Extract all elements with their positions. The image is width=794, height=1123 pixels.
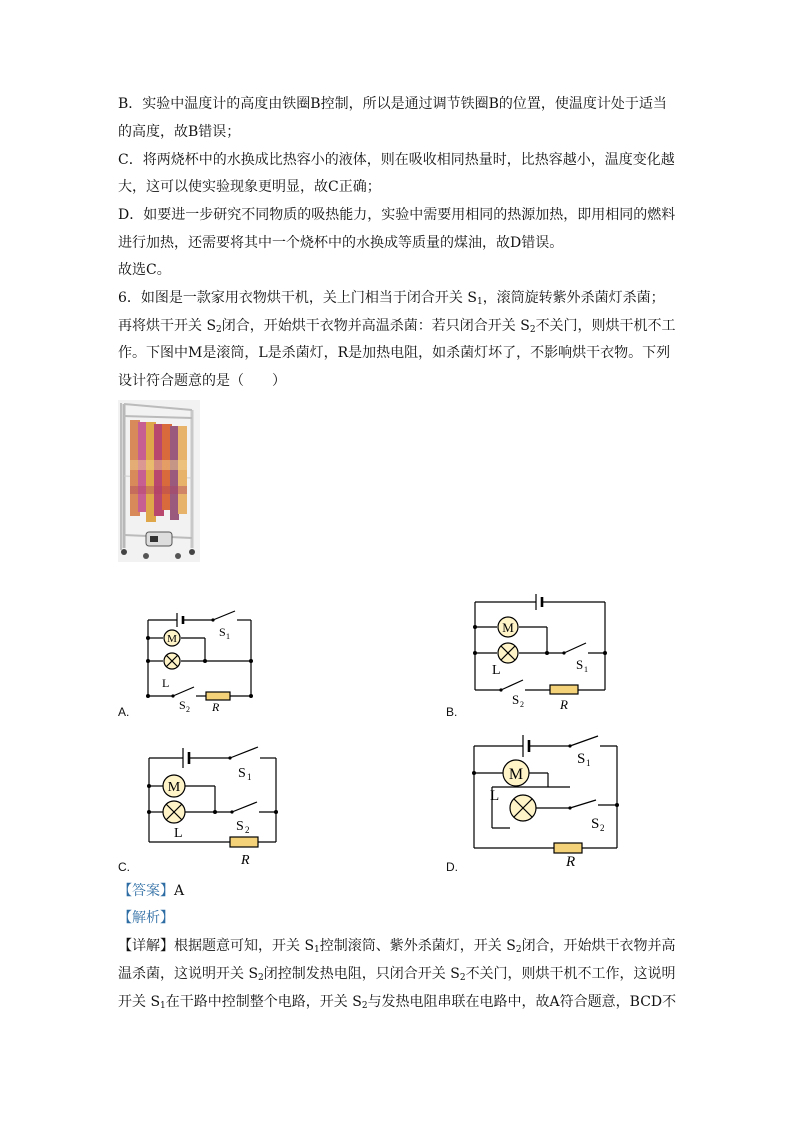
circuit-diagram-a xyxy=(140,608,260,713)
svg-text:S: S xyxy=(576,657,584,672)
analysis-tag: 【解析】 xyxy=(118,910,174,926)
svg-text:R: R xyxy=(212,700,220,713)
circuit-diagram-d xyxy=(470,730,630,870)
svg-text:S: S xyxy=(219,625,226,639)
analysis-line2: 温杀菌，这说明开关 $S_2$闭控制发热电阻，只闭合开关 $S_2$不关门，则烘干机不工作，这说明 xyxy=(118,966,676,983)
svg-text:1: 1 xyxy=(586,758,591,768)
option-d-explanation-line1: D．如要进一步研究不同物质的吸热能力，实验中需要用相同的热源加热，即用相同的燃料 xyxy=(118,207,676,223)
svg-text:S: S xyxy=(512,692,520,707)
analysis-line3: 开关 $S_1$在干路中控制整个电路，开关 $S_2$与发热电阻串联在电路中，故A符合题意，BCD不 xyxy=(118,994,677,1011)
answer-tag: 【答案】 xyxy=(118,883,174,899)
svg-text:R: R xyxy=(241,853,250,868)
analysis-line1: 【详解】根据题意可知，开关 $S_1$控制滚筒、紫外杀菌灯，开关 $S_2$闭合，开始烘干衣物并高 xyxy=(118,938,676,955)
option-d-explanation-line2: 进行加热，还需要将其中一个烧杯中的水换成等质量的煤油，故D错误。 xyxy=(118,235,564,251)
svg-text:S: S xyxy=(238,766,246,781)
svg-text:L: L xyxy=(492,663,501,678)
answer-value: A xyxy=(174,883,185,899)
svg-text:1: 1 xyxy=(226,632,230,641)
svg-text:M: M xyxy=(508,766,524,783)
circuit-diagram-b xyxy=(470,590,610,712)
question-line1: 6．如图是一款家用衣物烘干机，关上门相当于闭合开关 $S_1$，滚筒旋转紫外杀菌灯杀菌； xyxy=(118,290,665,307)
svg-text:S: S xyxy=(179,698,186,712)
svg-text:1: 1 xyxy=(247,772,252,782)
svg-text:L: L xyxy=(162,676,170,690)
svg-text:2: 2 xyxy=(186,705,190,713)
svg-text:M: M xyxy=(167,780,181,795)
svg-text:2: 2 xyxy=(245,825,250,835)
option-a-label[interactable]: A. xyxy=(118,705,130,719)
answer-line xyxy=(118,881,184,901)
svg-text:R: R xyxy=(560,697,568,712)
svg-text:S: S xyxy=(236,819,244,834)
option-b-explanation-line1: B．实验中温度计的高度由铁圈B控制，所以是通过调节铁圈B的位置，使温度计处于适当 xyxy=(118,96,667,112)
question-line2: 再将烘干开关 $S_2$闭合，开始烘干衣物并高温杀菌：若只闭合开关 $S_2$不关门，则烘干机不工 xyxy=(118,318,676,335)
question-line3: 作。下图中M是滚筒，L是杀菌灯，R是加热电阻，如杀菌灯坏了，不影响烘干衣物。下列 xyxy=(118,345,671,361)
svg-text:S: S xyxy=(591,816,600,832)
option-b-label[interactable]: B. xyxy=(446,705,458,719)
option-d-label[interactable]: D. xyxy=(446,860,458,874)
detail-tag: 【详解】 xyxy=(118,938,174,954)
option-b-explanation-line2: 的高度，故B错误； xyxy=(118,124,241,140)
svg-text:2: 2 xyxy=(520,700,524,709)
circuit-diagram-c xyxy=(140,740,285,868)
svg-text:1: 1 xyxy=(584,665,588,674)
svg-text:L: L xyxy=(490,788,500,804)
svg-text:S: S xyxy=(577,751,586,767)
clothes-dryer-photo xyxy=(118,400,200,562)
svg-text:R: R xyxy=(566,854,576,870)
svg-text:M: M xyxy=(502,620,514,635)
conclusion-text: 故选C。 xyxy=(118,262,171,278)
question-line4: 设计符合题意的是（ ） xyxy=(118,373,286,389)
option-c-label[interactable]: C. xyxy=(118,860,130,874)
svg-text:2: 2 xyxy=(600,823,605,833)
option-c-explanation-line2: 大，这可以使实验现象更明显，故C正确； xyxy=(118,179,381,195)
svg-text:M: M xyxy=(167,633,177,645)
svg-text:L: L xyxy=(174,826,183,841)
option-c-explanation-line1: C．将两烧杯中的水换成比热容小的液体，则在吸收相同热量时，比热容越小，温度变化越 xyxy=(118,152,675,168)
